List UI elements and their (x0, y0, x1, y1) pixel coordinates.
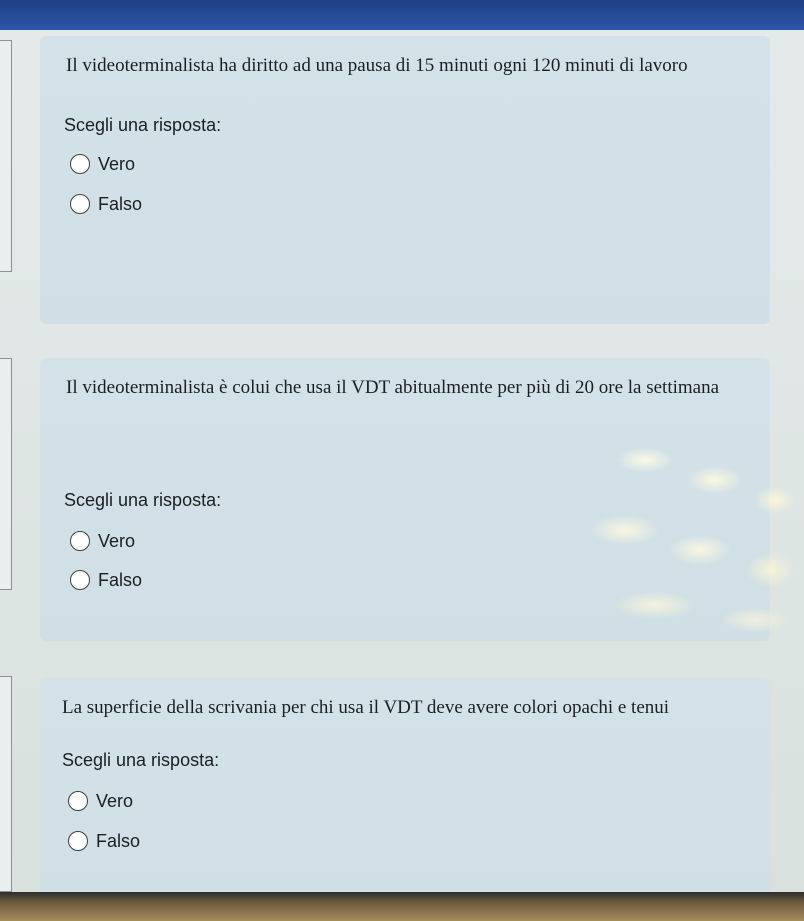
question-2-prompt: Scegli una risposta: (64, 490, 222, 510)
question-1-option-falso[interactable] (70, 192, 142, 216)
monitor-bezel-bottom (0, 892, 804, 921)
question-3-prompt: Scegli una risposta: (62, 750, 220, 770)
radio-button-icon[interactable] (68, 791, 88, 811)
question-2-side-marker (0, 358, 12, 590)
question-1-side-marker (0, 40, 12, 272)
radio-button-icon[interactable] (70, 570, 90, 590)
question-card-3 (40, 678, 770, 892)
question-1-text: Il videoterminalista ha diritto ad una pausa di 15 minuti ogni 120 minuti di lavoro (66, 55, 688, 76)
question-card-2 (40, 358, 770, 641)
option-label: Falso (98, 569, 143, 590)
question-2-option-vero[interactable] (70, 529, 135, 553)
question-1-prompt: Scegli una risposta: (64, 115, 222, 135)
question-card-1 (40, 36, 770, 324)
option-label: Vero (98, 530, 136, 551)
option-label: Vero (98, 153, 136, 174)
radio-button-icon[interactable] (70, 154, 90, 174)
question-1-option-vero[interactable] (70, 152, 135, 176)
question-3-side-marker (0, 676, 12, 892)
question-3-option-falso[interactable] (68, 829, 140, 853)
option-label: Falso (98, 193, 143, 214)
option-label: Falso (96, 830, 141, 851)
option-label: Vero (96, 790, 134, 811)
question-3-text: La superficie della scrivania per chi usa il VDT deve avere colori opachi e tenui (62, 697, 670, 718)
question-3-option-vero[interactable] (68, 789, 133, 813)
question-2-text: Il videoterminalista è colui che usa il VDT abitualmente per più di 20 ore la settimana (66, 377, 720, 398)
question-2-option-falso[interactable] (70, 568, 142, 592)
radio-button-icon[interactable] (70, 531, 90, 551)
radio-button-icon[interactable] (70, 194, 90, 214)
top-header-bar (0, 0, 804, 30)
radio-button-icon[interactable] (68, 831, 88, 851)
